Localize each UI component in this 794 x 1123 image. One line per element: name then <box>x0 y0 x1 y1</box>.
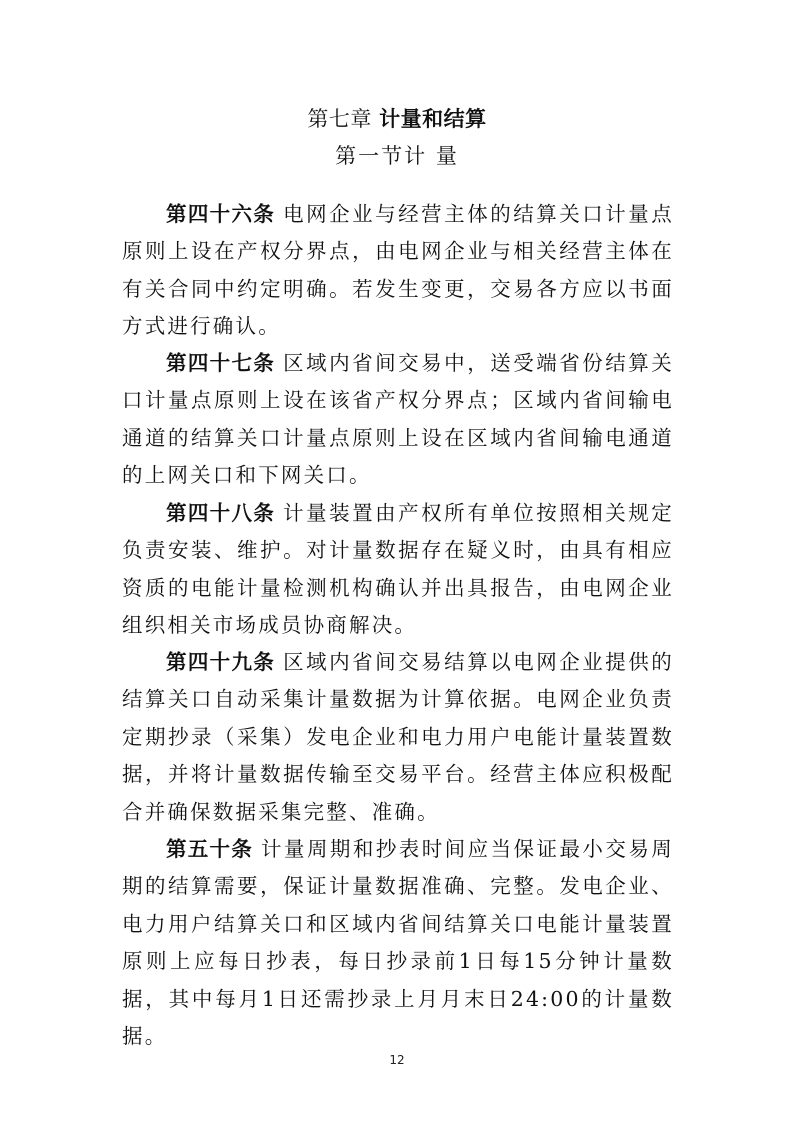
article-label: 第四十八条 <box>166 500 276 525</box>
article-label: 第五十条 <box>166 836 254 861</box>
chapter-title <box>0 103 794 135</box>
page-number: 12 <box>389 1053 405 1067</box>
article-text: 计量装置由产权所有单位按照相关规定负责安装、维护。对计量数据存在疑义时，由具有相应资质的电能计量检测机构确认并出具报告，由电网企业组织相关市场成员协商解决。 <box>122 500 675 637</box>
article-text: 区域内省间交易中，送受端省份结算关口计量点原则上设在该省产权分界点；区域内省间输电通道的结算关口计量点原则上设在区域内省间输电通道的上网关口和下网关口。 <box>122 350 675 487</box>
article-46 <box>122 196 674 346</box>
article-label: 第四十七条 <box>166 350 276 375</box>
section-title: 第一节计 量 <box>335 144 459 168</box>
article-50 <box>122 831 674 1056</box>
article-text: 计量周期和抄表时间应当保证最小交易周期的结算需要，保证计量数据准确、完整。发电企业、电力用户结算关口和区域内省间结算关口电能计量装置原则上应每日抄表，每日抄录前1日每15分钟计量数据，其中每月1日还需抄录上月月末日24:00的计量数据。 <box>122 836 674 1048</box>
chapter-name: 计量和结算 <box>379 107 487 131</box>
chapter-prefix: 第七章 <box>307 107 372 131</box>
article-text: 电网企业与经营主体的结算关口计量点原则上设在产权分界点，由电网企业与相关经营主体在有关合同中约定明确。若发生变更，交易各方应以书面方式进行确认。 <box>122 201 675 338</box>
article-label: 第四十六条 <box>166 201 276 226</box>
article-48 <box>122 495 674 645</box>
article-47 <box>122 345 674 495</box>
article-49 <box>122 644 674 832</box>
article-text: 区域内省间交易结算以电网企业提供的结算关口自动采集计量数据为计算依据。电网企业负责定期抄录（采集）发电企业和电力用户电能计量装置数据，并将计量数据传输至交易平台。经营主体应积极配合并确保数据采集完整、准确。 <box>122 649 675 824</box>
article-label: 第四十九条 <box>166 649 276 674</box>
